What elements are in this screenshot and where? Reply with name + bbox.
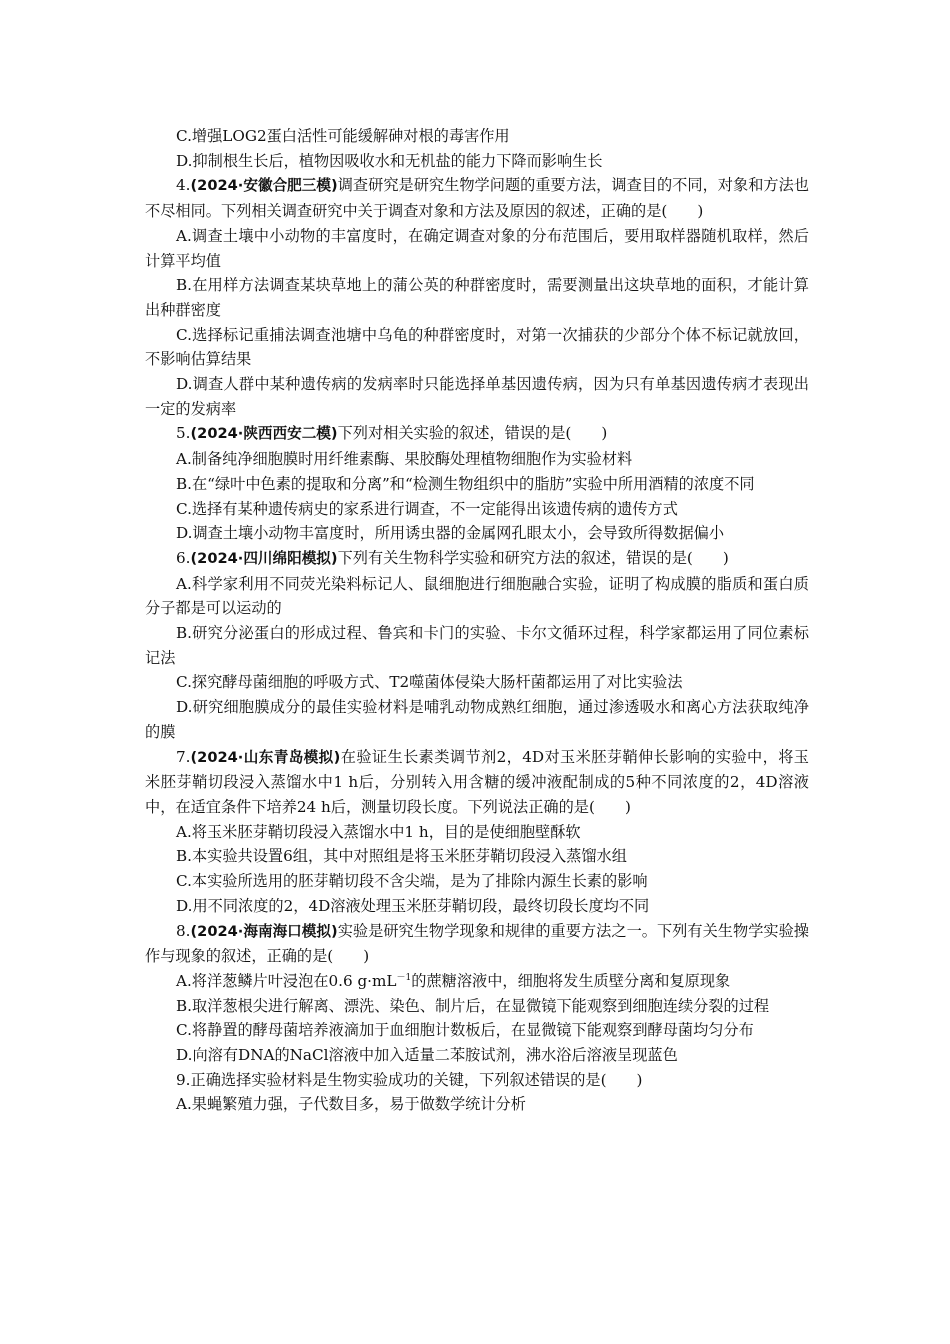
answer-option: B.研究分泌蛋白的形成过程、鲁宾和卡门的实验、卡尔文循环过程，科学家都运用了同位素标记法 [145,624,809,667]
question-stem [145,1068,809,1093]
question-source: (2024·安徽合肥三模) [190,177,338,195]
question-text: 调查研究是研究生物学问题的重要方法，调查目的不同，对象和方法也不尽相同。下列相关调查研究中关于调查对象和方法及原因的叙述，正确的是( [145,176,809,221]
answer-option: C.增强LOG2蛋白活性可能缓解砷对根的毒害作用 [176,127,510,145]
answer-option: B.本实验共设置6组，其中对照组是将玉米胚芽鞘切段浸入蒸馏水组 [176,847,627,866]
option-text: A.将洋葱鳞片叶浸泡在0.6 g·mL [176,971,397,990]
answer-option: D.研究细胞膜成分的最佳实验材料是哺乳动物成熟红细胞，通过渗透吸水和离心方法获取纯净的膜 [145,698,809,741]
question-stem [145,546,809,572]
answer-option: B.取洋葱根尖进行解离、漂洗、染色、制片后，在显微镜下能观察到细胞连续分裂的过程 [176,996,770,1015]
closing-paren: ) [363,947,370,966]
unit-exponent: －1 [396,972,412,983]
question-source: (2024·四川绵阳模拟) [190,549,338,567]
question-number: 8. [176,921,191,940]
answer-option: D.调查人群中某种遗传病的发病率时只能选择单基因遗传病，因为只有单基因遗传病才表现出一定的发病率 [145,375,809,418]
question-stem [145,919,809,969]
closing-paren: ) [601,424,608,443]
question-stem [145,421,809,447]
question-number: 5. [176,424,191,443]
answer-option: C.探究酵母菌细胞的呼吸方式、T2噬菌体侵染大肠杆菌都运用了对比实验法 [176,673,683,692]
question-source: (2024·陕西西安二模) [190,425,338,443]
answer-option: A.果蝇繁殖力强，子代数目多，易于做数学统计分析 [176,1095,526,1114]
option-text: 的蔗糖溶液中，细胞将发生质壁分离和复原现象 [411,971,731,990]
answer-option: D.调查土壤小动物丰富度时，所用诱虫器的金属网孔眼太小，会导致所得数据偏小 [176,524,725,543]
question-number: 7. [176,747,191,766]
question-text: 在验证生长素类调节剂2，4D对玉米胚芽鞘伸长影响的实验中，将玉米胚芽鞘切段浸入蒸馏水中1 h后，分别转入用含糖的缓冲液配制成的5种不同浓度的2，4D溶液中，在适宜条件下培养24 h后，测量切段长度。下列说法正确的是( [145,747,809,816]
answer-option: A.科学家利用不同荧光染料标记人、鼠细胞进行细胞融合实验，证明了构成膜的脂质和蛋白质分子都是可以运动的 [145,574,809,618]
answer-option: A.调查土壤中小动物的丰富度时，在确定调查对象的分布范围后，要用取样器随机取样，然后计算平均值 [145,226,809,270]
answer-option [145,969,809,994]
question-number: 4. [176,176,191,195]
question-number: 6. [176,548,191,567]
closing-paren: ) [624,797,631,816]
question-source: (2024·山东青岛模拟) [190,748,341,766]
question-text: 正确选择实验材料是生物实验成功的关键，下列叙述错误的是( [190,1070,607,1089]
answer-option: D.抑制根生长后，植物因吸收水和无机盐的能力下降而影响生长 [176,151,603,170]
question-stem [145,173,809,223]
document-page [145,124,809,1117]
answer-option: B.在用样方法调查某块草地上的蒲公英的种群密度时，需要测量出这块草地的面积，才能计算出种群密度 [145,276,809,319]
answer-option: C.选择标记重捕法调查池塘中乌龟的种群密度时，对第一次捕获的少部分个体不标记就放回，不影响估算结果 [145,325,809,369]
answer-option: C.选择有某种遗传病史的家系进行调查，不一定能得出该遗传病的遗传方式 [176,499,678,518]
answer-option: D.用不同浓度的2，4D溶液处理玉米胚芽鞘切段，最终切段长度均不同 [176,896,650,915]
question-text: 实验是研究生物学现象和规律的重要方法之一。下列有关生物学实验操作与现象的叙述，正确的是( [145,921,809,966]
answer-option: C.本实验所选用的胚芽鞘切段不含尖端，是为了排除内源生长素的影响 [176,872,648,891]
answer-option: D.向溶有DNA的NaCl溶液中加入适量二苯胺试剂，沸水浴后溶液呈现蓝色 [176,1046,678,1065]
question-stem [145,745,809,820]
closing-paren: ) [722,548,729,567]
question-text: 下列对相关实验的叙述，错误的是( [337,424,572,443]
closing-paren: ) [697,202,704,221]
answer-option: B.在“绿叶中色素的提取和分离”和“检测生物组织中的脂肪”实验中所用酒精的浓度不同 [176,474,755,493]
question-number: 9. [176,1070,191,1089]
question-source: (2024·海南海口模拟) [190,922,338,940]
answer-option: A.将玉米胚芽鞘切段浸入蒸馏水中1 h，目的是使细胞壁酥软 [176,822,581,841]
answer-option: C.将静置的酵母菌培养液滴加于血细胞计数板后，在显微镜下能观察到酵母菌均匀分布 [176,1021,754,1040]
question-text: 下列有关生物科学实验和研究方法的叙述，错误的是( [337,548,693,567]
answer-option: A.制备纯净细胞膜时用纤维素酶、果胶酶处理植物细胞作为实验材料 [176,450,633,469]
closing-paren: ) [636,1070,643,1089]
